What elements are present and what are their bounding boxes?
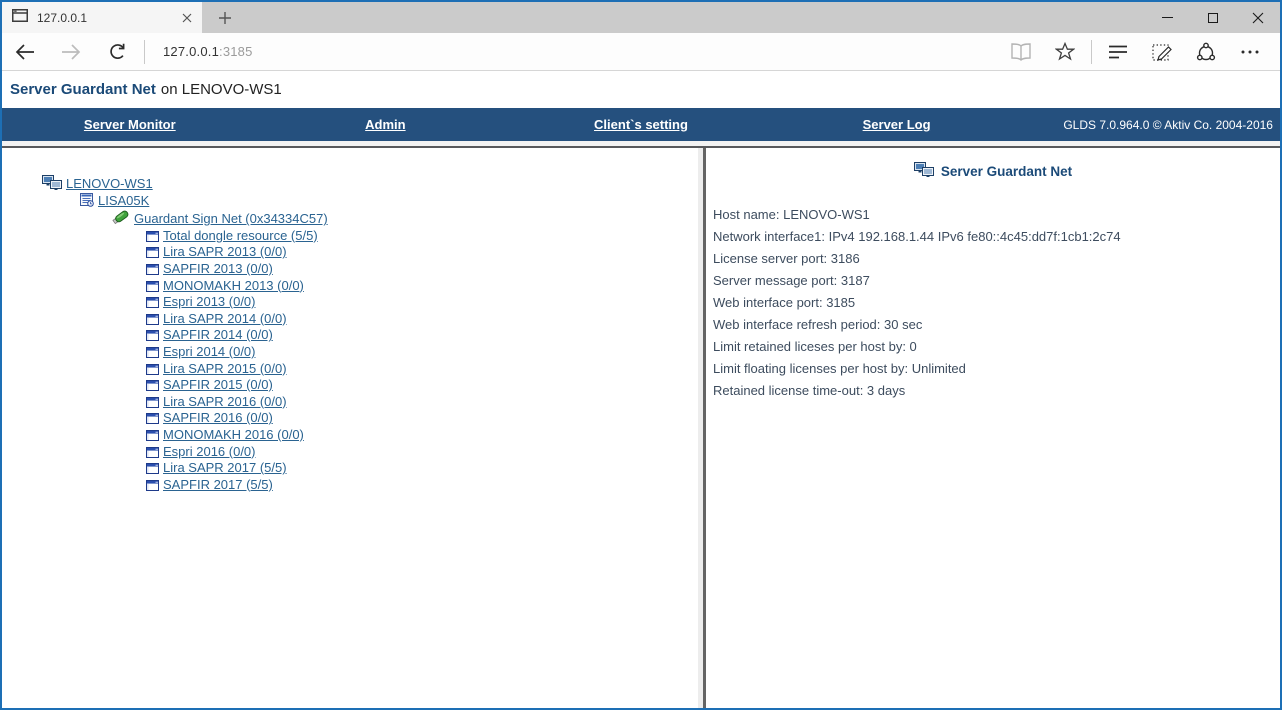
feature-window-icon bbox=[146, 463, 159, 474]
tree-link[interactable]: Lira SAPR 2016 (0/0) bbox=[163, 393, 287, 409]
browser-toolbar bbox=[2, 33, 1280, 71]
feature-window-icon bbox=[146, 380, 159, 391]
detail-line: Web interface refresh period: 30 sec bbox=[713, 317, 923, 332]
tree-item bbox=[2, 209, 698, 228]
feature-window-icon bbox=[146, 314, 159, 325]
detail-line: Web interface port: 3185 bbox=[713, 295, 856, 310]
nav-admin[interactable]: Admin bbox=[365, 117, 406, 132]
window-controls bbox=[1145, 2, 1280, 33]
window-close-button[interactable] bbox=[1235, 2, 1280, 33]
feature-window-icon bbox=[146, 430, 159, 441]
tree-item bbox=[2, 278, 698, 295]
page-icon bbox=[12, 9, 28, 27]
forward-button[interactable] bbox=[48, 33, 94, 71]
tree-link[interactable]: LISA05K bbox=[98, 192, 150, 208]
tree-item bbox=[2, 311, 698, 328]
tree-link[interactable]: Lira SAPR 2013 (0/0) bbox=[163, 244, 287, 260]
address-host: 127.0.0.1 bbox=[163, 44, 220, 59]
tree-item bbox=[2, 377, 698, 394]
tree-item bbox=[2, 261, 698, 278]
tree-link[interactable]: Espri 2016 (0/0) bbox=[163, 443, 256, 459]
tree-item bbox=[2, 427, 698, 444]
feature-window-icon bbox=[146, 281, 159, 292]
nav-server-log[interactable]: Server Log bbox=[862, 117, 931, 132]
new-tab-button[interactable] bbox=[202, 2, 248, 33]
detail-line: License server port: 3186 bbox=[713, 251, 860, 266]
feature-window-icon bbox=[146, 330, 159, 341]
feature-window-icon bbox=[146, 447, 159, 458]
window-maximize-button[interactable] bbox=[1190, 2, 1235, 33]
tree-item bbox=[2, 244, 698, 261]
tree-link[interactable]: MONOMAKH 2013 (0/0) bbox=[163, 277, 304, 293]
tree-link[interactable]: LENOVO-WS1 bbox=[66, 176, 153, 191]
tree-link[interactable]: Total dongle resource (5/5) bbox=[163, 227, 318, 243]
tree-link[interactable]: SAPFIR 2015 (0/0) bbox=[163, 377, 273, 393]
page-header bbox=[2, 71, 1280, 108]
tree-item bbox=[2, 344, 698, 361]
feature-window-icon bbox=[146, 480, 159, 491]
back-button[interactable] bbox=[2, 33, 48, 71]
tree-item bbox=[2, 327, 698, 344]
license-server-icon bbox=[80, 193, 94, 207]
address-bar[interactable] bbox=[163, 44, 253, 59]
feature-window-icon bbox=[146, 231, 159, 242]
main-nav bbox=[2, 108, 1280, 141]
web-note-icon[interactable] bbox=[1140, 33, 1184, 71]
server-details bbox=[706, 180, 1280, 402]
feature-window-icon bbox=[146, 397, 159, 408]
address-port: :3185 bbox=[219, 44, 253, 59]
tree-link[interactable]: SAPFIR 2013 (0/0) bbox=[163, 260, 273, 276]
tree-link[interactable]: Guardant Sign Net (0x34334C57) bbox=[134, 211, 328, 227]
feature-window-icon bbox=[146, 264, 159, 275]
tree-item bbox=[2, 361, 698, 378]
browser-titlebar bbox=[2, 2, 1280, 33]
toolbar-separator bbox=[144, 40, 145, 64]
nav-clients-setting[interactable]: Client`s setting bbox=[594, 117, 688, 132]
tab-close-icon[interactable] bbox=[182, 13, 192, 23]
tree-link[interactable]: SAPFIR 2016 (0/0) bbox=[163, 410, 273, 426]
license-tree bbox=[2, 175, 698, 493]
tree-item bbox=[2, 394, 698, 411]
nav-server-monitor[interactable]: Server Monitor bbox=[83, 117, 176, 132]
titlebar-drag-area bbox=[248, 2, 1145, 33]
refresh-button[interactable] bbox=[94, 33, 140, 71]
detail-line: Retained license time-out: 3 days bbox=[713, 383, 906, 398]
feature-window-icon bbox=[146, 364, 159, 375]
feature-window-icon bbox=[146, 413, 159, 424]
network-computers-icon bbox=[42, 175, 62, 190]
browser-tab[interactable] bbox=[2, 2, 202, 33]
feature-window-icon bbox=[146, 297, 159, 308]
detail-line: Limit retained liceses per host by: 0 bbox=[713, 339, 917, 354]
tree-item bbox=[2, 460, 698, 477]
tree-link[interactable]: SAPFIR 2017 (5/5) bbox=[163, 476, 273, 492]
tree-item bbox=[2, 410, 698, 427]
dongle-icon bbox=[112, 209, 130, 225]
toolbar-right-icons bbox=[999, 33, 1280, 71]
share-icon[interactable] bbox=[1184, 33, 1228, 71]
reading-view-icon[interactable] bbox=[999, 33, 1043, 71]
window-minimize-button[interactable] bbox=[1145, 2, 1190, 33]
tree-link[interactable]: SAPFIR 2014 (0/0) bbox=[163, 327, 273, 343]
more-options-icon[interactable] bbox=[1228, 33, 1272, 71]
details-title: Server Guardant Net bbox=[940, 163, 1073, 179]
tree-item bbox=[2, 294, 698, 311]
detail-line: Network interface1: IPv4 192.168.1.44 IPv6 fe80::4c45:dd7f:1cb1:2c74 bbox=[713, 229, 1121, 244]
tree-item bbox=[2, 193, 698, 210]
hub-icon[interactable] bbox=[1096, 33, 1140, 71]
tree-link[interactable]: Lira SAPR 2014 (0/0) bbox=[163, 310, 287, 326]
tree-item bbox=[2, 175, 698, 193]
tree-link[interactable]: Espri 2013 (0/0) bbox=[163, 294, 256, 310]
network-computers-icon bbox=[914, 162, 934, 177]
tree-item bbox=[2, 228, 698, 245]
detail-line: Host name: LENOVO-WS1 bbox=[713, 207, 870, 222]
detail-line: Server message port: 3187 bbox=[713, 273, 870, 288]
feature-window-icon bbox=[146, 247, 159, 258]
version-text: GLDS 7.0.964.0 © Aktiv Co. 2004-2016 bbox=[1063, 117, 1273, 132]
feature-window-icon bbox=[146, 347, 159, 358]
frameset bbox=[2, 146, 1280, 708]
tree-link[interactable]: Espri 2014 (0/0) bbox=[163, 343, 256, 359]
detail-line: Limit floating licenses per host by: Unlimited bbox=[713, 361, 966, 376]
toolbar-separator bbox=[1091, 40, 1092, 64]
page-title: Server Guardant Net bbox=[10, 81, 156, 98]
tree-item bbox=[2, 477, 698, 494]
details-panel bbox=[703, 148, 1280, 708]
tab-title: 127.0.0.1 bbox=[37, 10, 88, 25]
tree-link[interactable]: MONOMAKH 2016 (0/0) bbox=[163, 426, 304, 442]
tree-link[interactable]: Lira SAPR 2017 (5/5) bbox=[163, 460, 287, 476]
network-computers-icon bbox=[914, 162, 934, 180]
tree-item bbox=[2, 444, 698, 461]
favorites-star-icon[interactable] bbox=[1043, 33, 1087, 71]
tree-link[interactable]: Lira SAPR 2015 (0/0) bbox=[163, 360, 287, 376]
tree-panel bbox=[2, 148, 703, 708]
page-title-suffix: on LENOVO-WS1 bbox=[160, 81, 282, 98]
details-header bbox=[706, 162, 1280, 180]
